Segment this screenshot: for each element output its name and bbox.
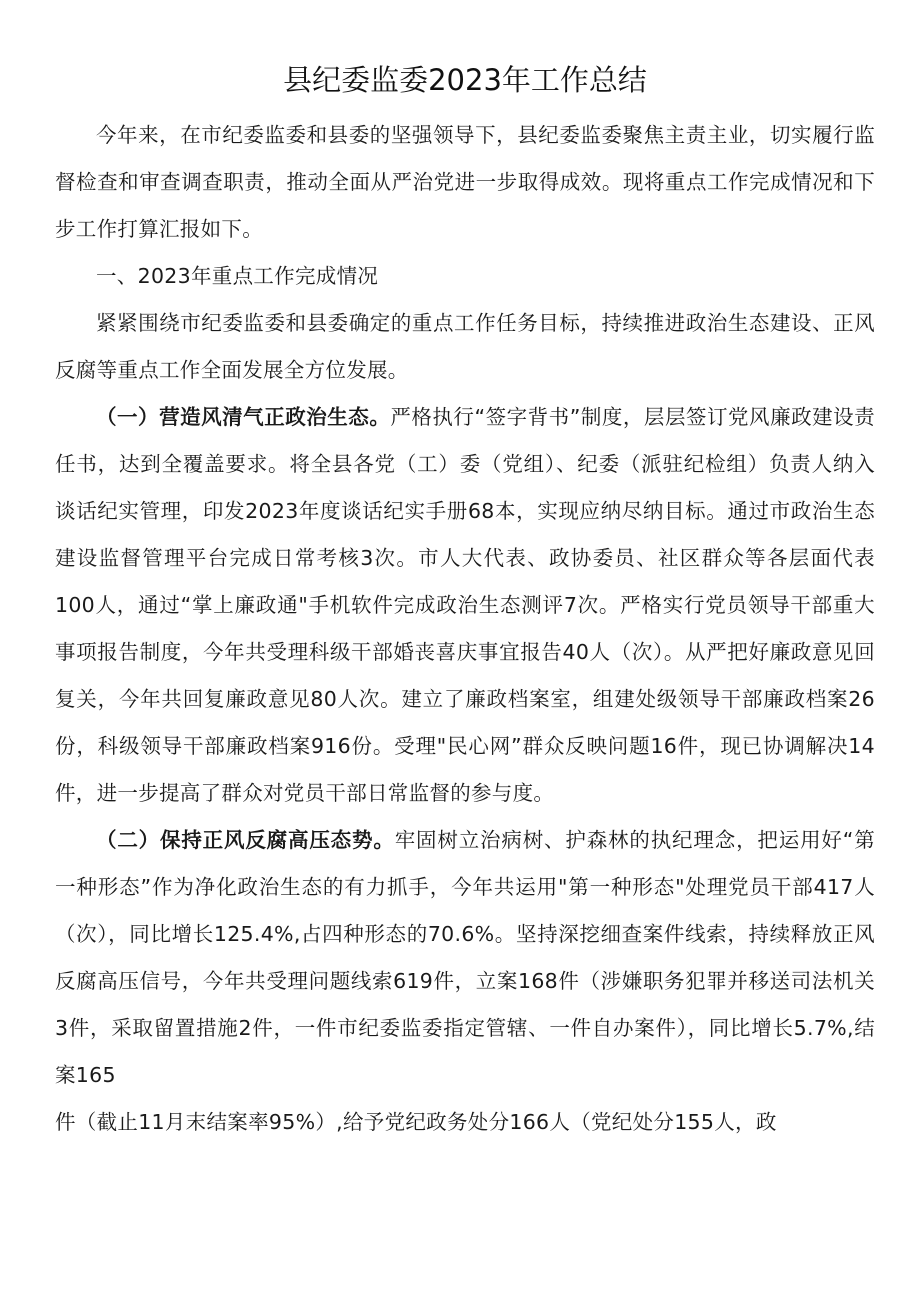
intro-paragraph: 今年来，在市纪委监委和县委的坚强领导下，县纪委监委聚焦主责主业，切实履行监督检查和审查调查职责，推动全面从严治党进一步取得成效。现将重点工作完成情况和下步工作打算汇报如下。 [55, 123, 875, 241]
subsection-2-heading: （二）保持正风反腐高压态势。 [96, 828, 395, 852]
section-heading: 一、2023年重点工作完成情况 [96, 264, 379, 288]
section-intro-paragraph: 紧紧围绕市纪委监委和县委确定的重点工作任务目标，持续推进政治生态建设、正风反腐等重点工作全面发展全方位发展。 [55, 311, 875, 382]
subsection-1-body: 严格执行“签字背书”制度，层层签订党风廉政建设责任书，达到全覆盖要求。将全县各党（工）委（党组）、纪委（派驻纪检组）负责人纳入谈话纪实管理，印发2023年度谈话纪实手册68本，实现应纳尽纳目标。通过市政治生态建设监督管理平台完成日常考核3次。市人大代表、政协委员、社区群众等各层面代表100人，通过“掌上廉政通"手机软件完成政治生态测评7次。严格实行党员领导干部重大事项报告制度，今年共受理科级干部婚丧喜庆事宜报告40人（次）。从严把好廉政意见回复关，今年共回复廉政意见80人次。建立了廉政档案室，组建处级领导干部廉政档案26份，科级领导干部廉政档案916份。受理"民心网”群众反映问题16件，现已协调解决14件，进一步提高了群众对党员干部日常监督的参与度。 [55, 405, 875, 805]
document-page [55, 50, 875, 1146]
document-title: 县纪委监委2023年工作总结 [283, 63, 647, 97]
subsection-2-continued: 件（截止11月末结案率95%）,给予党纪政务处分166人（党纪处分155人，政 [55, 1110, 777, 1134]
subsection-2-paragraph [55, 817, 875, 1099]
subsection-1-paragraph [55, 394, 875, 817]
subsection-1-heading: （一）营造风清气正政治生态。 [96, 405, 391, 429]
subsection-2-body: 牢固树立治病树、护森林的执纪理念，把运用好“第一种形态”作为净化政治生态的有力抓手，今年共运用"第一种形态"处理党员干部417人（次），同比增长125.4%,占四种形态的70.6%。坚持深挖细查案件线索，持续释放正风反腐高压信号，今年共受理问题线索619件，立案168件（涉嫌职务犯罪并移送司法机关3件，采取留置措施2件，一件市纪委监委指定管辖、一件自办案件），同比增长5.7%,结案165 [55, 828, 875, 1087]
